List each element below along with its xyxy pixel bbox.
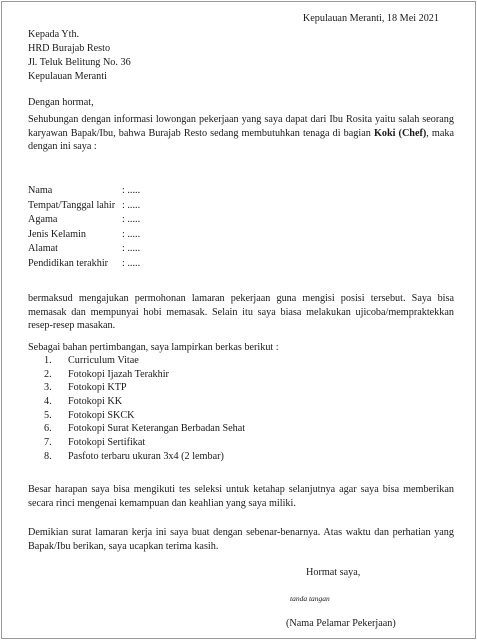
detail-value: : ..... xyxy=(122,185,141,196)
detail-label: Jenis Kelamin xyxy=(28,228,87,240)
attachments-intro: Sebagai bahan pertimbangan, saya lampirkan berkas berikut : xyxy=(28,342,279,353)
item-number: 8. xyxy=(44,450,52,462)
item-number: 1. xyxy=(44,355,52,366)
detail-label: Agama xyxy=(28,214,58,226)
item-number: 4. xyxy=(44,396,52,408)
detail-value: : ..... xyxy=(122,243,141,255)
item-number: 3. xyxy=(44,382,52,394)
position-name: Koki (Chef) xyxy=(373,127,427,139)
item-number: 2. xyxy=(44,368,52,380)
recipient-line: Kepulauan Meranti xyxy=(28,71,107,82)
hope-paragraph: Besar harapan saya bisa mengikuti tes seleksi untuk ketahap selanjutnya agar saya bisa memberikan secara rinci mengenai kemampuan dan keahlian yang saya miliki. xyxy=(28,484,454,509)
place-date: Kepulauan Meranti, 18 Mei 2021 xyxy=(302,13,439,24)
item-text: Fotokopi SKCK xyxy=(68,409,135,421)
signature-name: (Nama Pelamar Pekerjaan) xyxy=(286,618,396,629)
detail-label: Pendidikan terakhir xyxy=(28,257,109,269)
closing-paragraph: Demikian surat lamaran kerja ini saya buat dengan sebenar-benarnya. Atas waktu dan perhatian yang Bapak/Ibu berikan, saya ucapkan terima kasih. xyxy=(28,527,454,552)
detail-label: Alamat xyxy=(28,243,58,255)
item-text: Fotokopi Surat Keterangan Berbadan Sehat xyxy=(68,423,246,435)
letter-page xyxy=(1,1,476,639)
detail-value: : ..... xyxy=(122,214,141,226)
intro-paragraph xyxy=(28,113,454,154)
intro-text: Sehubungan dengan informasi lowongan pekerjaan yang saya dapat dari Ibu Rosita yaitu salah seorang karyawan Bapak/Ibu, bahwa Burajab Resto sedang membutuhkan tenaga di bagian xyxy=(28,114,454,139)
recipient-line: Jl. Teluk Belitung No. 36 xyxy=(28,57,131,68)
greeting: Dengan hormat, xyxy=(28,97,94,108)
item-number: 5. xyxy=(44,409,52,421)
signature-placeholder: tanda tangan xyxy=(290,594,330,603)
intro-text-end: , maka dengan ini saya : xyxy=(28,127,454,153)
detail-value: : ..... xyxy=(122,228,141,240)
item-text: Pasfoto terbaru ukuran 3x4 (2 lembar) xyxy=(68,450,224,462)
recipient-line: Kepada Yth. xyxy=(28,29,80,40)
detail-value: : ..... xyxy=(122,257,141,269)
detail-label: Nama xyxy=(28,185,53,196)
detail-value: : ..... xyxy=(122,199,141,211)
recipient-block xyxy=(28,28,131,84)
purpose-paragraph: bermaksud mengajukan permohonan lamaran pekerjaan guna mengisi posisi tersebut. Saya bisa memasak dan mempunyai hobi memasak. Selain itu saya biasa melakukan ujicoba/mempraktekkan resep-resep masakan. xyxy=(28,293,454,332)
item-number: 6. xyxy=(44,423,52,435)
recipient-line: HRD Burajab Resto xyxy=(28,43,111,54)
item-number: 7. xyxy=(44,437,52,449)
item-text: Fotokopi Sertifikat xyxy=(68,437,146,449)
item-text: Fotokopi KTP xyxy=(68,382,127,394)
detail-label: Tempat/Tanggal lahir xyxy=(28,199,116,211)
item-text: Fotokopi Ijazah Terakhir xyxy=(68,368,169,380)
item-text: Fotokopi KK xyxy=(68,396,123,408)
regards: Hormat saya, xyxy=(306,567,361,578)
item-text: Curriculum Vitae xyxy=(68,355,139,366)
